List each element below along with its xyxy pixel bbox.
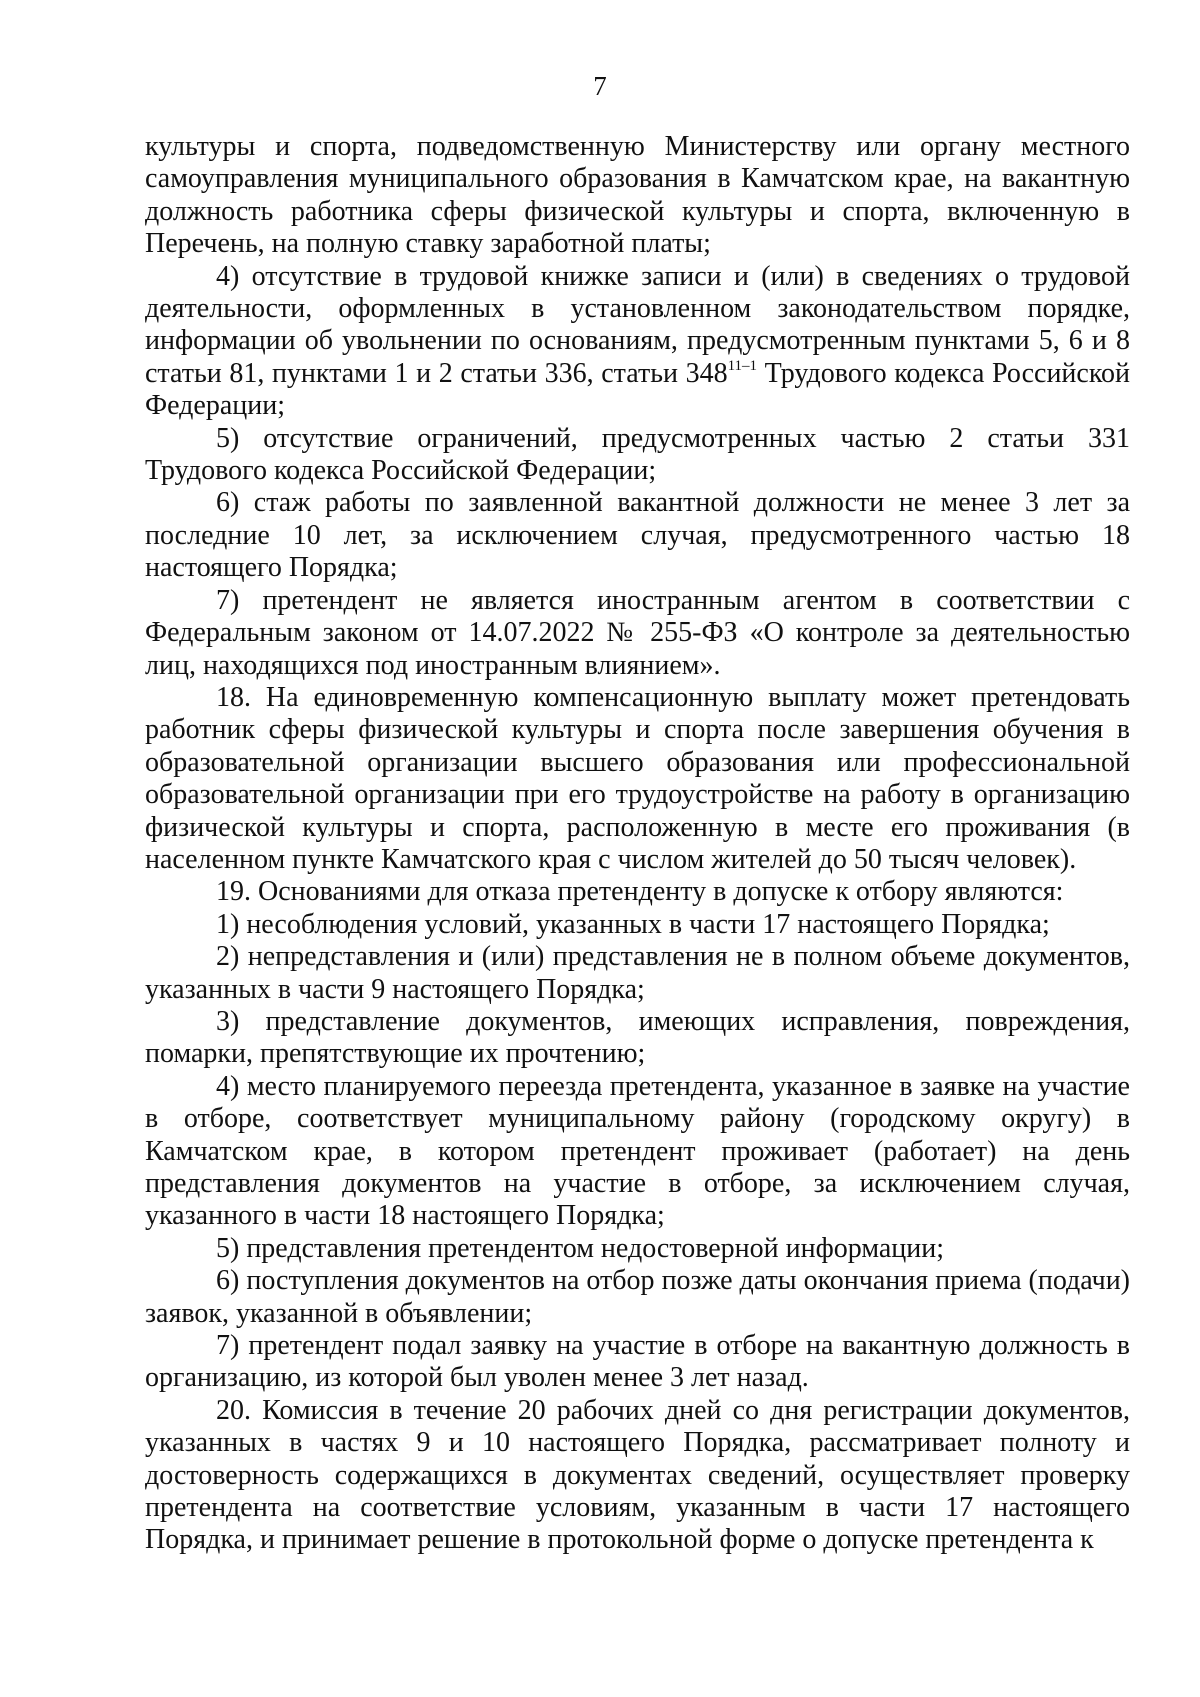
paragraph-19-item-5: 5) представления претендентом недостоверной информации; <box>216 1232 945 1264</box>
paragraph-item-4 <box>145 261 1130 423</box>
paragraph-section-18: 18. На единовременную компенсационную выплату может претендовать работник сферы физической культуры и спорта после завершения обучения в образовательной организации высшего образования или профессиональной образовательной организации при его трудоустройстве на работу в организацию физической культуры и спорта, расположенную в месте его проживания (в населенном пункте Камчатского края с числом жителей до 50 тысяч человек). <box>145 681 1130 875</box>
paragraph-19-item-2: 2) непредставления и (или) представления не в полном объеме документов, указанных в части 9 настоящего Порядка; <box>145 941 1130 1005</box>
paragraph-section-20: 20. Комиссия в течение 20 рабочих дней со дня регистрации документов, указанных в частях 9 и 10 настоящего Порядка, рассматривает полноту и достоверность содержащихся в документах сведений, осуществляет проверку претендента на соответствие условиям, указанным в части 17 настоящего Порядка, и принимает решение в протокольной форме о допуске претендента к <box>145 1394 1130 1556</box>
paragraph-item-4-superscript: 11–1 <box>727 357 758 374</box>
paragraph-19-item-7: 7) претендент подал заявку на участие в отборе на вакантную должность в организацию, из которой был уволен менее 3 лет назад. <box>145 1330 1130 1394</box>
paragraph-item-5: 5) отсутствие ограничений, предусмотренных частью 2 статьи 331 Трудового кодекса Российской Федерации; <box>145 422 1130 487</box>
paragraph-item-6: 6) стаж работы по заявленной вакантной должности не менее 3 лет за последние 10 лет, за исключением случая, предусмотренного частью 18 настоящего Порядка; <box>145 487 1130 584</box>
paragraph-19-item-3: 3) представление документов, имеющих исправления, повреждения, помарки, препятствующие их прочтению; <box>145 1005 1130 1070</box>
paragraph-continuation: культуры и спорта, подведомственную Министерству или органу местного самоуправления муниципального образования в Камчатском крае, на вакантную должность работника сферы физической культуры и спорта, включенную в Перечень, на полную ставку заработной платы; <box>145 131 1130 260</box>
paragraph-item-4-text: 4) отсутствие в трудовой книжке записи и (или) в сведениях о трудовой деятельности, оформленных в установленном законодательством порядке, информации об увольнении по основаниям, предусмотренным пунктами 5, 6 и 8 статьи 81, пунктами 1 и 2 статьи 336, статьи 348 <box>145 260 1130 389</box>
paragraph-19-item-1: 1) несоблюдения условий, указанных в части 17 настоящего Порядка; <box>216 908 1050 940</box>
paragraph-item-7: 7) претендент не является иностранным агентом в соответствии с Федеральным законом от 14.07.2022 № 255-ФЗ «О контроле за деятельностью лиц, находящихся под иностранным влиянием». <box>145 584 1130 681</box>
paragraph-19-item-6: 6) поступления документов на отбор позже даты окончания приема (подачи) заявок, указанной в объявлении; <box>145 1265 1130 1329</box>
document-body <box>145 131 1130 1557</box>
page-number: 7 <box>593 71 607 101</box>
paragraph-item-4-tail: Трудового кодекса Российской Федерации; <box>145 357 1131 422</box>
paragraph-19-item-4: 4) место планируемого переезда претендента, указанное в заявке на участие в отборе, соответствует муниципальному району (городскому округу) в Камчатском крае, в котором претендент проживает (работает) на день представления документов на участие в отборе, за исключением случая, указанного в части 18 настоящего Порядка; <box>145 1070 1130 1232</box>
paragraph-section-19: 19. Основаниями для отказа претенденту в допуске к отбору являются: <box>216 876 1064 908</box>
